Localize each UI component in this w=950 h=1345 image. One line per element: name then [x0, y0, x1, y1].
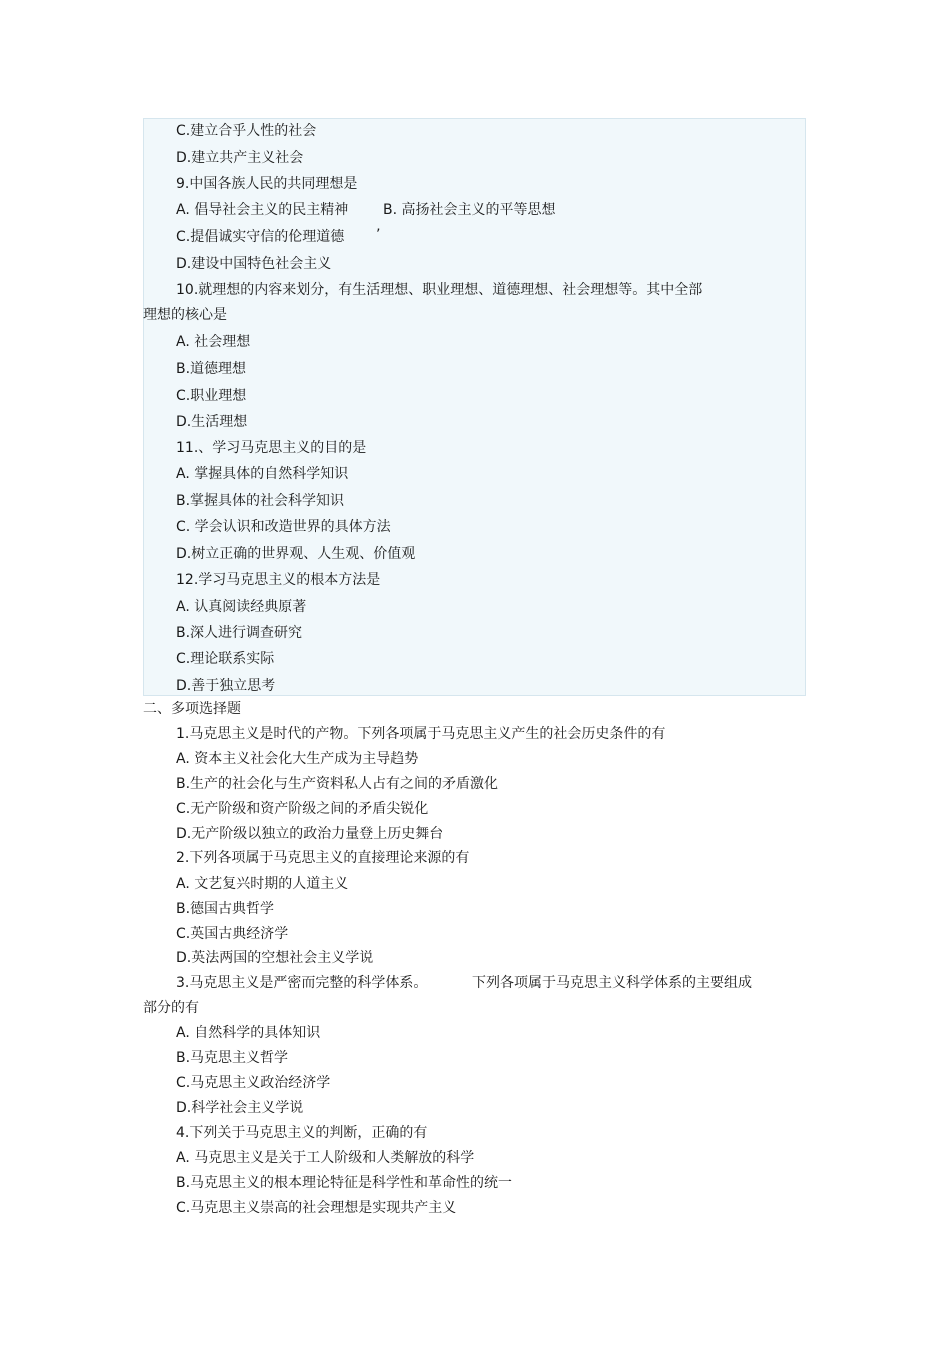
- mc-q1-option-d: D.无产阶级以独立的政治力量登上历史舞台: [176, 826, 444, 842]
- mc-q3-stem-part1: 3.马克思主义是严密而完整的科学体系。: [176, 975, 428, 991]
- mc-q2-option-a: A. 文艺复兴时期的人道主义: [176, 876, 349, 892]
- q10-stem-line2: 理想的核心是: [143, 307, 227, 323]
- mc-q1-option-b: B.生产的社会化与生产资料私人占有之间的矛盾激化: [176, 776, 499, 792]
- q12-option-c: C.理论联系实际: [176, 651, 275, 667]
- mc-q1-stem: 1.马克思主义是时代的产物。下列各项属于马克思主义产生的社会历史条件的有: [176, 726, 666, 742]
- q9-option-d: D.建设中国特色社会主义: [176, 256, 332, 272]
- mc-q2-option-d: D.英法两国的空想社会主义学说: [176, 950, 374, 966]
- mc-q3-stem-part2: 下列各项属于马克思主义科学体系的主要组成: [472, 975, 752, 991]
- mc-q4-option-c: C.马克思主义崇高的社会理想是实现共产主义: [176, 1200, 457, 1216]
- section-heading-multiple-choice: 二、多项选择题: [143, 701, 241, 717]
- q12-option-a: A. 认真阅读经典原著: [176, 599, 307, 615]
- q8-option-d: D.建立共产主义社会: [176, 150, 304, 166]
- q9-option-c: C.提倡诚实守信的伦理道德: [176, 229, 345, 245]
- mc-q3-option-d: D.科学社会主义学说: [176, 1100, 304, 1116]
- q9-option-b: B. 高扬社会主义的平等思想: [383, 202, 556, 218]
- q11-option-d: D.树立正确的世界观、人生观、价值观: [176, 546, 416, 562]
- mc-q1-option-c: C.无产阶级和资产阶级之间的矛盾尖锐化: [176, 801, 429, 817]
- q11-option-a: A. 掌握具体的自然科学知识: [176, 466, 349, 482]
- stray-mark: ’: [376, 227, 381, 243]
- mc-q3-option-c: C.马克思主义政治经济学: [176, 1075, 331, 1091]
- q11-stem: 11.、学习马克思主义的目的是: [176, 440, 367, 456]
- q10-option-d: D.生活理想: [176, 414, 248, 430]
- q10-stem: 10.就理想的内容来划分，有生活理想、职业理想、道德理想、社会理想等。其中全部: [176, 282, 703, 298]
- mc-q1-option-a: A. 资本主义社会化大生产成为主导趋势: [176, 751, 419, 767]
- q12-stem: 12.学习马克思主义的根本方法是: [176, 572, 381, 588]
- q12-option-d: D.善于独立思考: [176, 678, 276, 694]
- q12-option-b: B.深人进行调查研究: [176, 625, 303, 641]
- mc-q3-option-a: A. 自然科学的具体知识: [176, 1025, 321, 1041]
- q10-option-c: C.职业理想: [176, 388, 247, 404]
- mc-q3-stem-line2: 部分的有: [143, 1000, 199, 1016]
- mc-q4-stem: 4.下列关于马克思主义的判断，正确的有: [176, 1125, 428, 1141]
- mc-q3-option-b: B.马克思主义哲学: [176, 1050, 289, 1066]
- q11-option-b: B.掌握具体的社会科学知识: [176, 493, 345, 509]
- q9-stem: 9.中国各族人民的共同理想是: [176, 176, 358, 192]
- q10-option-a: A. 社会理想: [176, 334, 251, 350]
- mc-q2-stem: 2.下列各项属于马克思主义的直接理论来源的有: [176, 850, 470, 866]
- q8-option-c: C.建立合乎人性的社会: [176, 123, 317, 139]
- q11-option-c: C. 学会认识和改造世界的具体方法: [176, 519, 391, 535]
- q9-option-a: A. 倡导社会主义的民主精神: [176, 202, 349, 218]
- mc-q4-option-a: A. 马克思主义是关于工人阶级和人类解放的科学: [176, 1150, 475, 1166]
- q10-option-b: B.道德理想: [176, 361, 247, 377]
- mc-q4-option-b: B.马克思主义的根本理论特征是科学性和革命性的统一: [176, 1175, 513, 1191]
- mc-q2-option-c: C.英国古典经济学: [176, 926, 289, 942]
- mc-q2-option-b: B.德国古典哲学: [176, 901, 275, 917]
